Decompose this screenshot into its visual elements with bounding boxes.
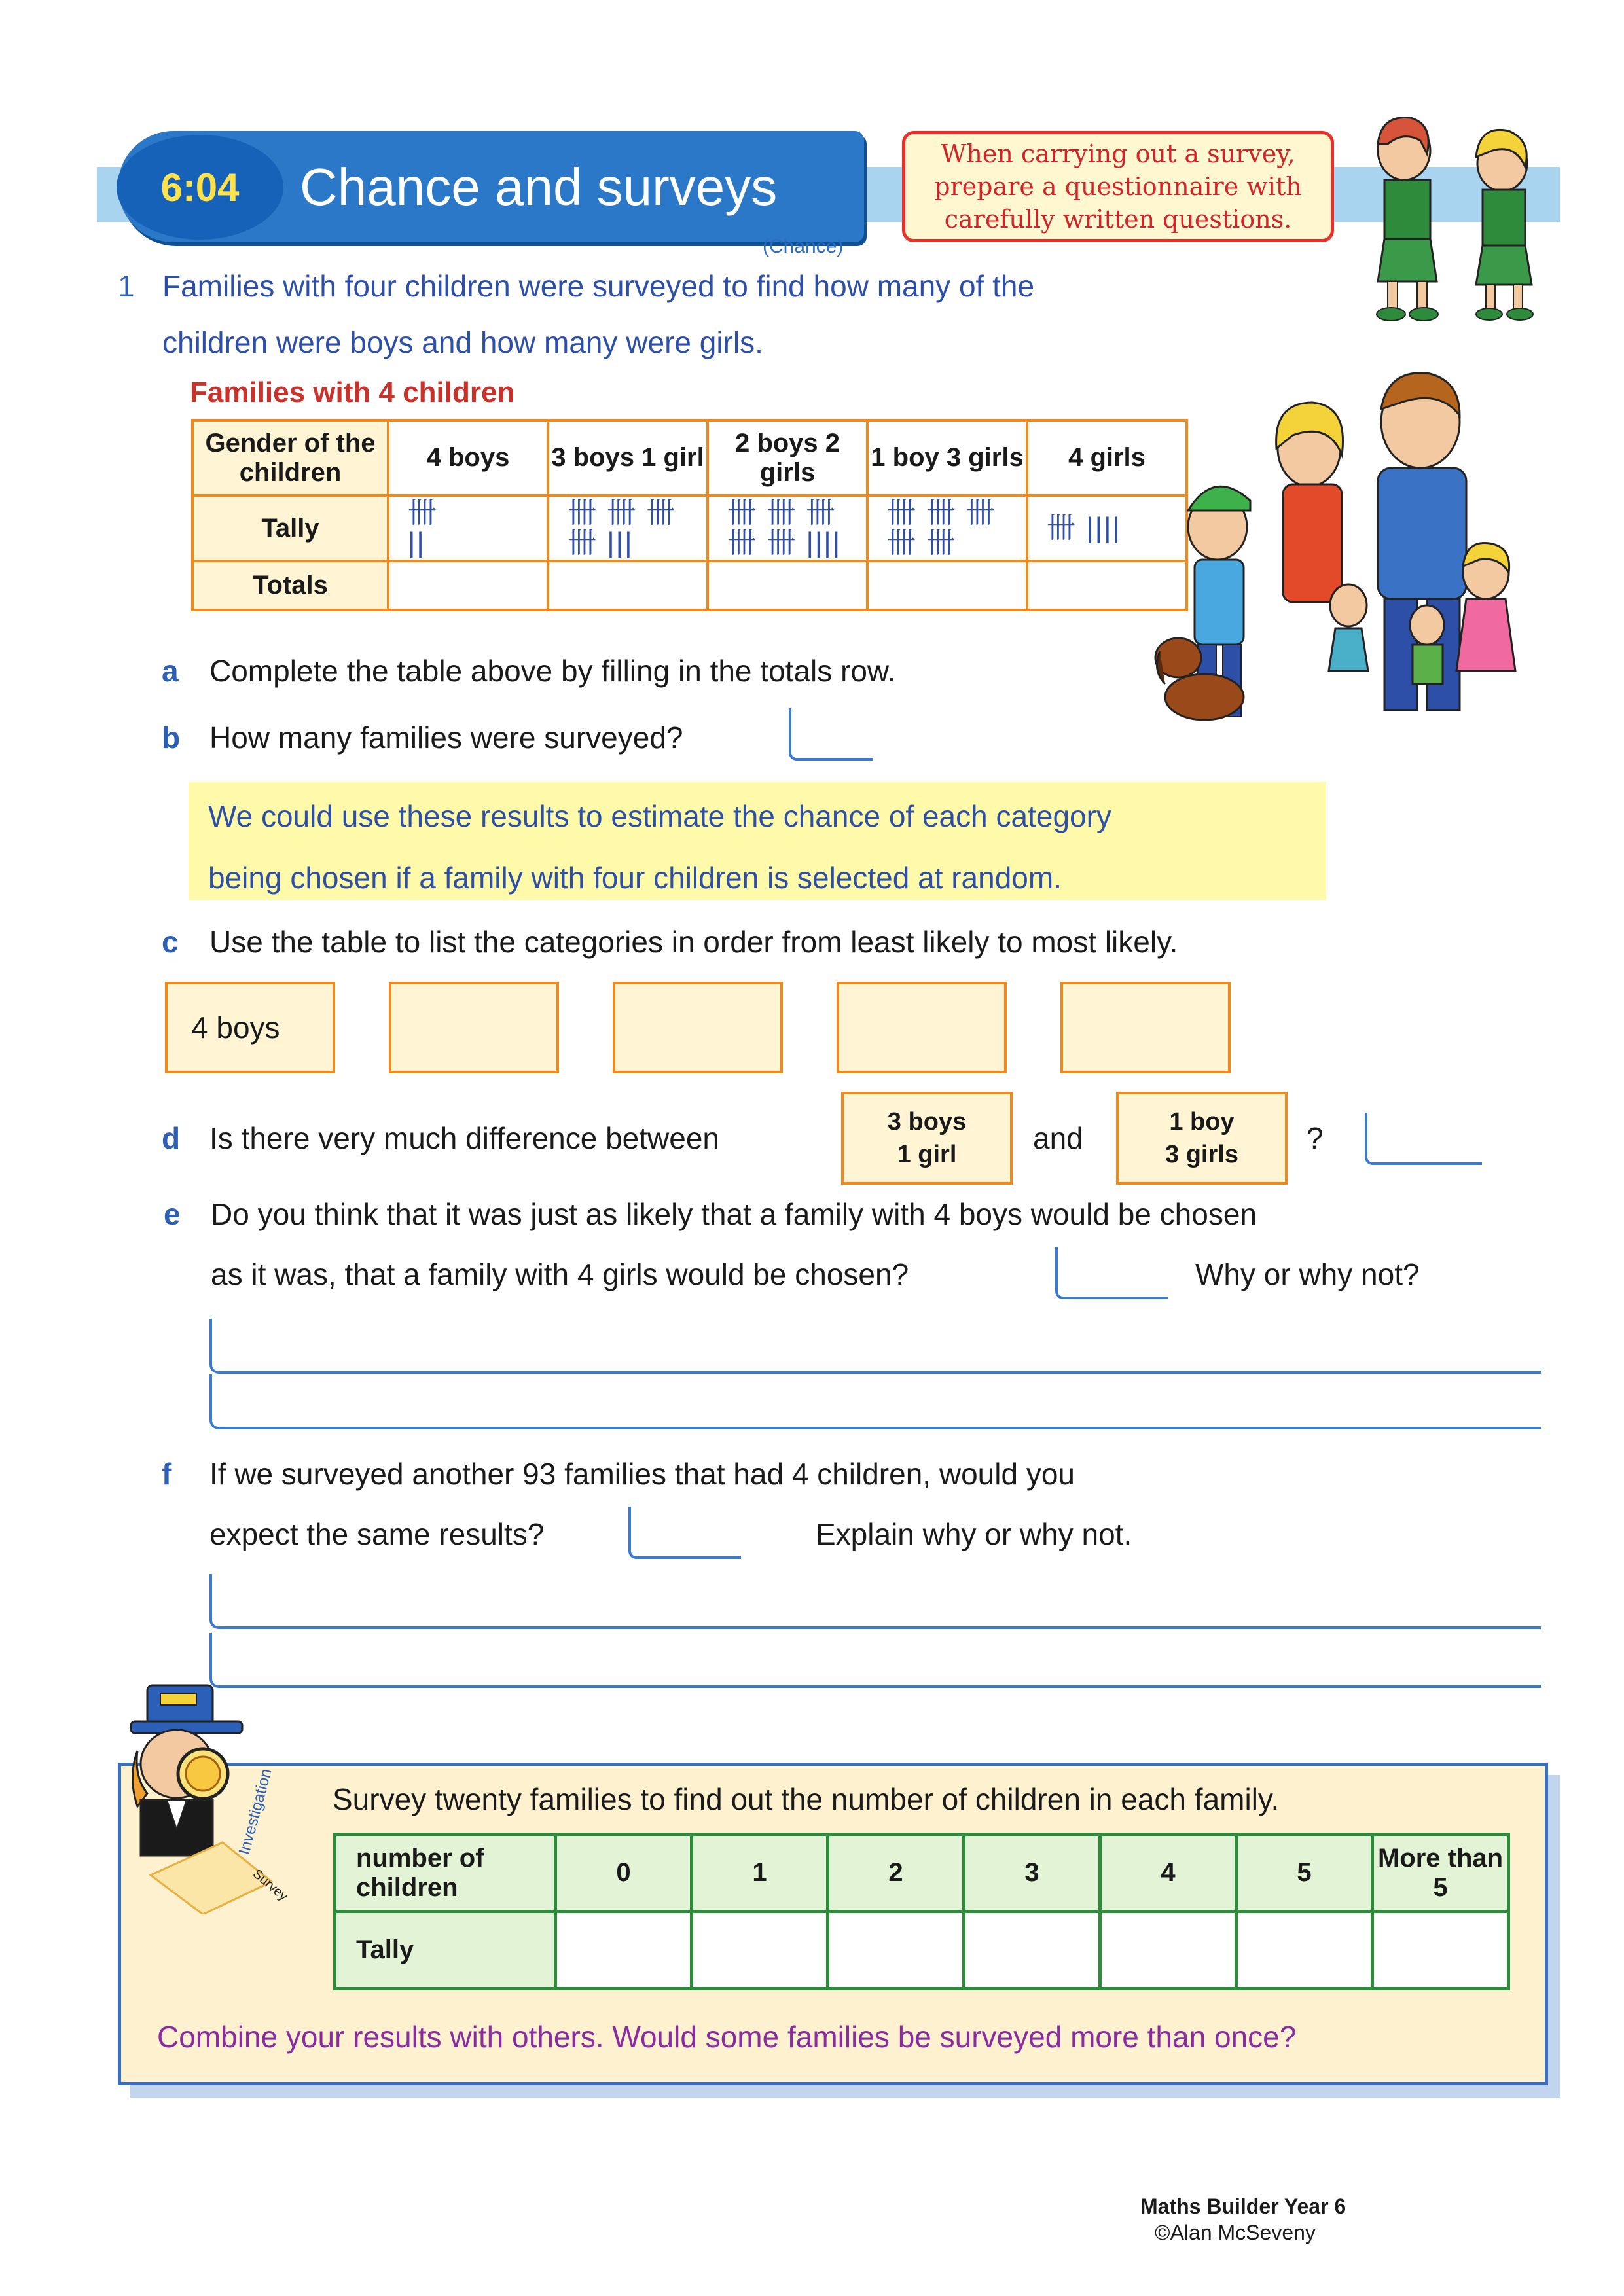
difference-answer-box[interactable] [1365, 1113, 1482, 1165]
tally-input-cell[interactable] [964, 1912, 1100, 1989]
order-answer-box[interactable] [1060, 982, 1231, 1073]
category-header: 1 boy 3 girls [867, 420, 1027, 495]
part-f-answer-line[interactable] [209, 1574, 1541, 1629]
part-d-letter: d [162, 1121, 181, 1155]
table-title: Families with 4 children [190, 376, 515, 408]
part-e-answer-line[interactable] [209, 1374, 1541, 1429]
section-number-badge [117, 135, 283, 240]
page-title: Chance and surveys [300, 158, 778, 216]
same-results-answer-box[interactable] [628, 1507, 741, 1559]
totals-input-cell[interactable] [548, 561, 708, 610]
tally-cell [388, 495, 548, 561]
row-label-tally: Tally [192, 495, 388, 561]
part-e-text-line2: as it was, that a family with 4 girls would be chosen? [211, 1257, 909, 1291]
tally-cell [708, 495, 867, 561]
students-illustration [1342, 105, 1564, 327]
totals-input-cell[interactable] [708, 561, 867, 610]
page-subtitle: (Chance) [763, 236, 844, 257]
families-table [191, 419, 1188, 611]
tally-cell [548, 495, 708, 561]
category-label: 3 girls [1165, 1141, 1238, 1168]
totals-input-cell[interactable] [388, 561, 548, 610]
category-label: 3 boys [887, 1108, 967, 1136]
part-f-answer-line[interactable] [209, 1633, 1541, 1688]
tally-input-cell[interactable] [1373, 1912, 1509, 1989]
totals-input-cell[interactable] [867, 561, 1027, 610]
column-header: 4 [1100, 1835, 1236, 1912]
footer-copyright: ©Alan McSeveny [1155, 2221, 1316, 2244]
category-label: 1 girl [897, 1141, 957, 1168]
tally-cell [867, 495, 1027, 561]
tip-text: When carrying out a survey, prepare a questionnaire with carefully written questions. [934, 139, 1302, 234]
order-box-1: 4 boys [165, 982, 335, 1073]
column-header: 5 [1236, 1835, 1373, 1912]
tally-line: || [408, 527, 425, 559]
order-answer-box[interactable] [389, 982, 559, 1073]
part-e-answer-line[interactable] [209, 1319, 1541, 1374]
part-b-letter: b [162, 721, 181, 755]
tally-line: 卌 [408, 497, 438, 529]
part-c-letter: c [162, 925, 179, 959]
part-c-text: Use the table to list the categories in order from least likely to most likely. [209, 925, 1178, 959]
tally-input-cell[interactable] [1100, 1912, 1236, 1989]
tally-input-cell[interactable] [692, 1912, 828, 1989]
part-e-text-line1: Do you think that it was just as likely that a family with 4 boys would be chosen [211, 1197, 1257, 1231]
column-header: 3 [964, 1835, 1100, 1912]
tally-input-cell[interactable] [828, 1912, 964, 1989]
category-header: 4 girls [1027, 420, 1187, 495]
note-line1: We could use these results to estimate the chance of each category [208, 799, 1111, 833]
tally-input-cell[interactable] [1236, 1912, 1373, 1989]
investigation-closing: Combine your results with others. Would some families be surveyed more than once? [157, 2020, 1297, 2054]
survey-paper-label: Survey [249, 1866, 291, 1904]
investigation-badge: Investigation [235, 1767, 276, 1857]
tally-line: 卌 |||| [1047, 512, 1121, 544]
tally-line: 卌 卌 卌 [887, 497, 996, 529]
row-label-gender: Gender of the children [192, 420, 388, 495]
column-header: 2 [828, 1835, 964, 1912]
part-f-explain: Explain why or why not. [816, 1517, 1132, 1551]
children-count-header: number of children [335, 1835, 556, 1912]
families-count-answer-box[interactable] [789, 708, 873, 761]
investigation-intro: Survey twenty families to find out the number of children in each family. [333, 1782, 1280, 1816]
note-line2: being chosen if a family with four children is selected at random. [208, 861, 1062, 895]
tip-box [902, 131, 1334, 242]
part-e-why: Why or why not? [1195, 1257, 1420, 1291]
part-d-and: and [1033, 1121, 1083, 1155]
category-label: 1 boy [1169, 1108, 1235, 1136]
part-d-question-mark: ? [1307, 1121, 1324, 1155]
category-header: 3 boys 1 girl [548, 420, 708, 495]
tally-input-cell[interactable] [556, 1912, 692, 1989]
estimate-note [189, 782, 1326, 900]
question-text-line2: children were boys and how many were girls. [162, 325, 763, 359]
tally-line: 卌 卌 卌 [568, 497, 677, 529]
likely-answer-box[interactable] [1055, 1247, 1168, 1299]
family-illustration [1152, 363, 1545, 743]
tally-line: 卌 卌 |||| [727, 527, 842, 559]
part-b-text: How many families were surveyed? [209, 721, 683, 755]
tally-row-label: Tally [335, 1912, 556, 1989]
order-answer-box[interactable] [613, 982, 783, 1073]
part-f-text-line2: expect the same results? [209, 1517, 545, 1551]
question-text-line1: Families with four children were surveyed to find how many of the [162, 269, 1035, 303]
tally-line: 卌 ||| [568, 527, 634, 559]
column-header: 0 [556, 1835, 692, 1912]
part-a-letter: a [162, 654, 179, 688]
detective-illustration [111, 1679, 321, 1914]
category-box-3boys-1girl [841, 1092, 1013, 1185]
column-header: 1 [692, 1835, 828, 1912]
footer-book-title: Maths Builder Year 6 [1140, 2195, 1346, 2218]
part-f-letter: f [162, 1457, 172, 1491]
order-answer-box[interactable] [837, 982, 1007, 1073]
row-label-totals: Totals [192, 561, 388, 610]
tally-line: 卌 卌 [887, 527, 957, 559]
tally-line: 卌 卌 卌 [727, 497, 837, 529]
part-e-letter: e [164, 1197, 181, 1231]
question-number: 1 [118, 269, 135, 303]
part-a-text: Complete the table above by filling in the totals row. [209, 654, 896, 688]
section-number: 6:04 [160, 165, 240, 209]
part-d-text: Is there very much difference between [209, 1121, 720, 1155]
category-box-1boy-3girls [1116, 1092, 1288, 1185]
investigation-table [333, 1833, 1510, 1990]
part-f-text-line1: If we surveyed another 93 families that had 4 children, would you [209, 1457, 1075, 1491]
category-header: 2 boys 2 girls [708, 420, 867, 495]
category-header: 4 boys [388, 420, 548, 495]
column-header: More than 5 [1373, 1835, 1509, 1912]
